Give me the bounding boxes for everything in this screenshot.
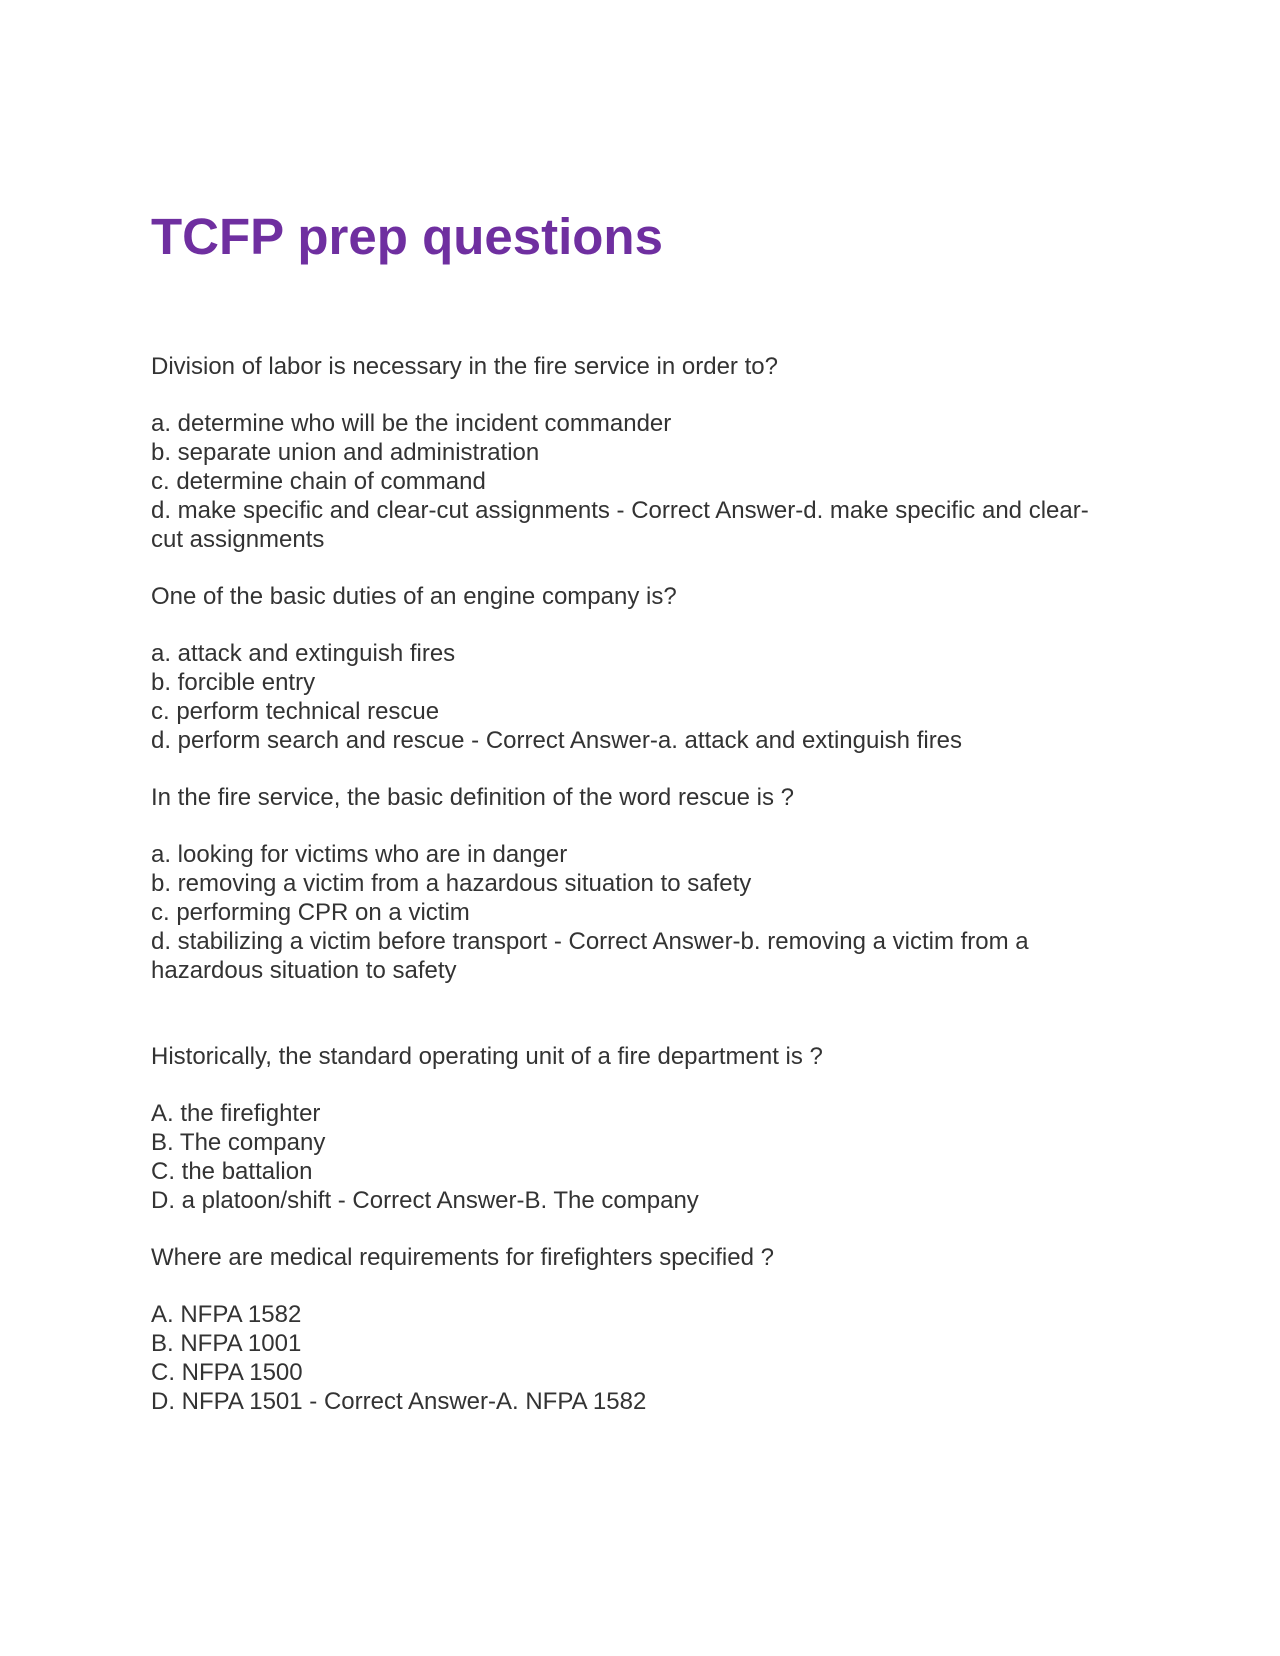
document-title: TCFP prep questions <box>151 208 663 265</box>
answer-options <box>151 840 1091 985</box>
option-c: c. performing CPR on a victim <box>151 899 470 926</box>
option-d-with-answer: D. a platoon/shift - Correct Answer-B. The company <box>151 1187 699 1214</box>
question-block-1 <box>151 352 1091 554</box>
option-d-with-answer: D. NFPA 1501 - Correct Answer-A. NFPA 1582 <box>151 1388 647 1415</box>
option-c: C. the battalion <box>151 1158 313 1185</box>
option-b: b. removing a victim from a hazardous situation to safety <box>151 870 752 897</box>
question-block-3 <box>151 783 1091 985</box>
option-c: C. NFPA 1500 <box>151 1359 303 1386</box>
option-a: A. the firefighter <box>151 1100 321 1127</box>
question-list <box>151 352 1091 1416</box>
question-text: One of the basic duties of an engine company is? <box>151 583 677 610</box>
question-block-2 <box>151 582 1091 755</box>
option-b: B. The company <box>151 1129 326 1156</box>
option-d-with-answer: d. perform search and rescue - Correct Answer-a. attack and extinguish fires <box>151 727 963 754</box>
option-c: c. determine chain of command <box>151 468 486 495</box>
answer-options <box>151 639 1091 755</box>
option-b: B. NFPA 1001 <box>151 1330 302 1357</box>
answer-options <box>151 1300 1091 1416</box>
option-c: c. perform technical rescue <box>151 698 440 725</box>
question-block-5 <box>151 1243 1091 1416</box>
option-a: a. looking for victims who are in danger <box>151 841 568 868</box>
option-a: a. attack and extinguish fires <box>151 640 456 667</box>
question-text: Where are medical requirements for firefighters specified ? <box>151 1244 774 1271</box>
answer-options <box>151 1099 1091 1215</box>
option-b: b. forcible entry <box>151 669 316 696</box>
question-text: Historically, the standard operating unit of a fire department is ? <box>151 1043 823 1070</box>
answer-options <box>151 409 1091 554</box>
question-text: In the fire service, the basic definition of the word rescue is ? <box>151 784 794 811</box>
question-text: Division of labor is necessary in the fire service in order to? <box>151 353 778 380</box>
question-block-4 <box>151 1042 1091 1215</box>
option-d-with-answer: d. stabilizing a victim before transport - Correct Answer-b. removing a victim from a hazardous situation to safety <box>151 928 1029 984</box>
option-a: A. NFPA 1582 <box>151 1301 302 1328</box>
option-a: a. determine who will be the incident commander <box>151 410 672 437</box>
option-b: b. separate union and administration <box>151 439 540 466</box>
option-d-with-answer: d. make specific and clear-cut assignments - Correct Answer-d. make specific and clear-cut assignments <box>151 497 1089 553</box>
